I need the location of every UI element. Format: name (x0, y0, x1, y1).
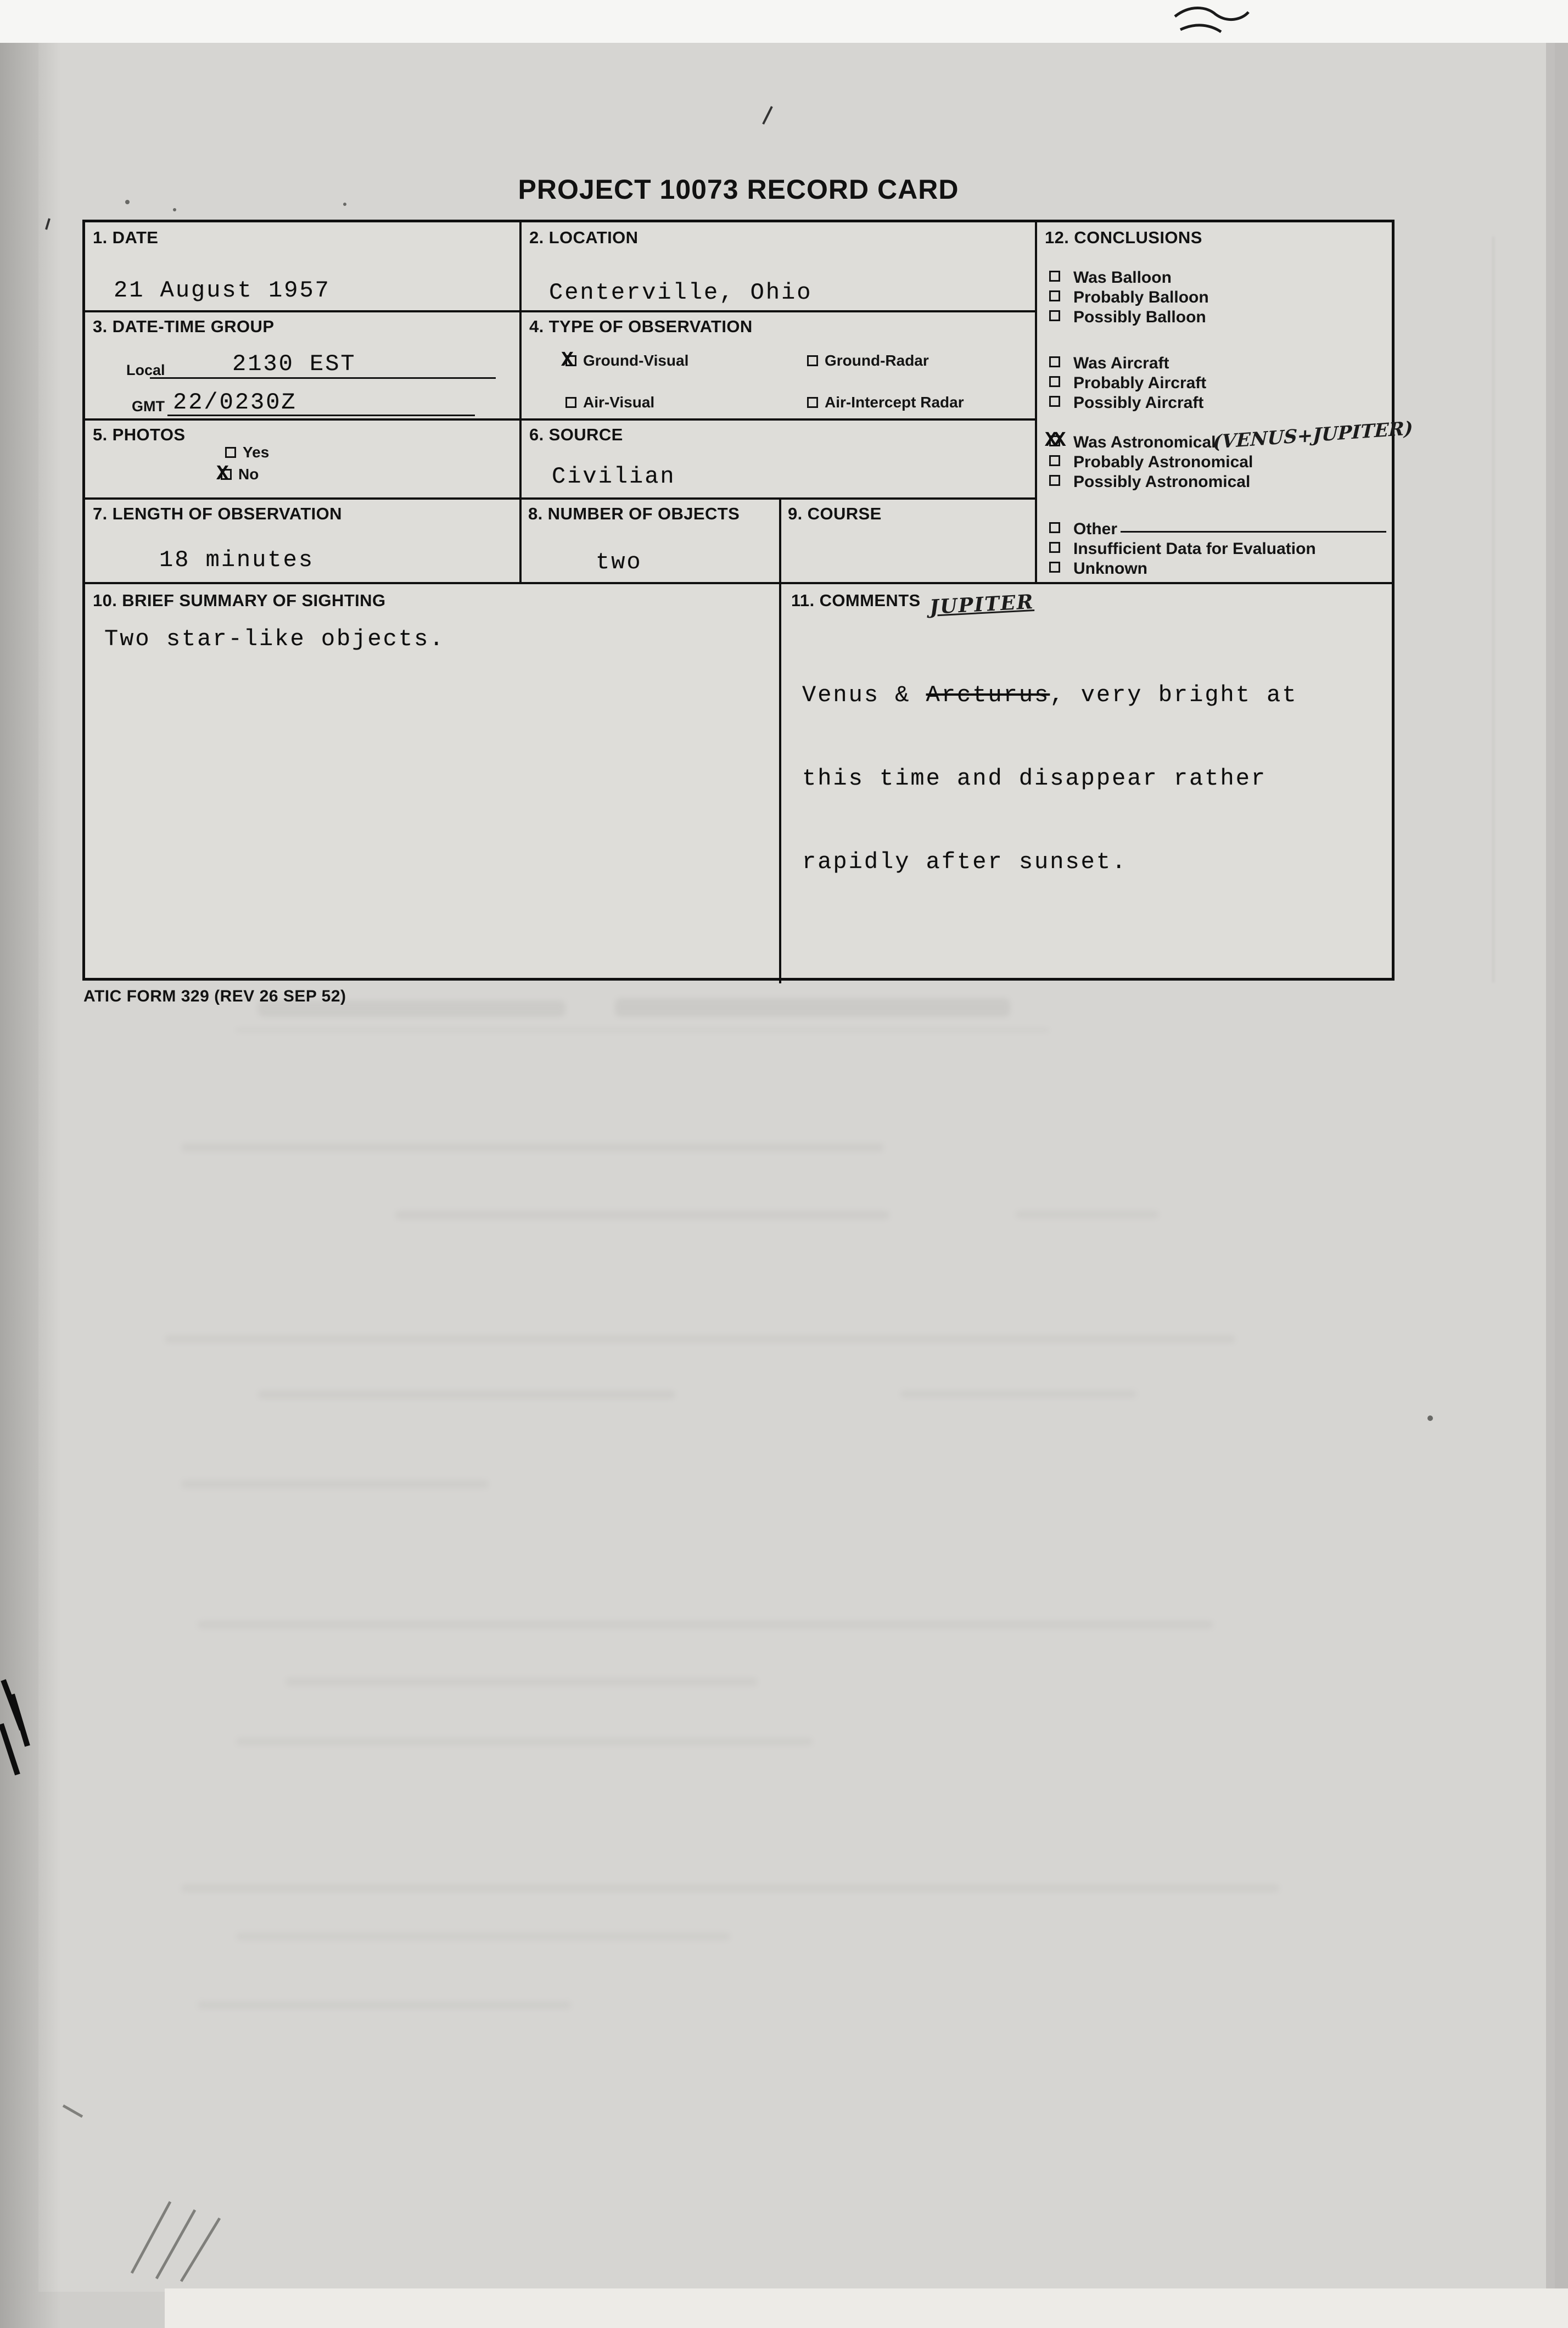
conclusion-was-astronomical: XX Was Astronomical (VENUS+JUPITER) (1045, 417, 1414, 454)
conclusion-probably-balloon: Probably Balloon (1049, 288, 1387, 308)
option-air-visual (565, 394, 654, 411)
option-ground-radar (807, 352, 929, 370)
conclusion-probably-aircraft: Probably Aircraft (1049, 374, 1387, 394)
checkbox-was-balloon-icon (1049, 271, 1060, 282)
scan-edge-right (1546, 0, 1568, 2328)
conclusion-probably-astronomical: Probably Astronomical (1049, 453, 1387, 473)
checkbox-ground-radar-icon (807, 355, 818, 366)
gmt-value: 22/0230Z (173, 389, 297, 416)
comments-line-2: this time and disappear rather (802, 765, 1267, 792)
scan-edge-left (0, 0, 60, 2328)
checkbox-possibly-astronomical-icon (1049, 475, 1060, 486)
checkbox-probably-aircraft-icon (1049, 376, 1060, 387)
local-label: Local (126, 362, 165, 378)
comments-text (802, 627, 1298, 930)
handwritten-venus-jupiter-annotation: (VENUS+JUPITER) (1212, 417, 1414, 454)
checkbox-photos-yes-icon (225, 447, 236, 458)
course-label: 9. COURSE (788, 504, 882, 523)
scanner-band-bottom (165, 2288, 1568, 2328)
field-conclusions (1037, 222, 1414, 582)
field-date (85, 222, 519, 310)
brief-summary-label: 10. BRIEF SUMMARY OF SIGHTING (93, 591, 386, 610)
checkbox-other-icon (1049, 522, 1060, 533)
date-label: 1. DATE (93, 228, 159, 247)
checkbox-insufficient-data-icon (1049, 542, 1060, 553)
comments-line-1: Venus & Arcturus, very bright at (802, 682, 1298, 708)
checkbox-was-aircraft-icon (1049, 356, 1060, 367)
field-type-of-observation (522, 312, 1035, 418)
number-of-objects-label: 8. NUMBER OF OBJECTS (528, 504, 740, 523)
conclusion-possibly-astronomical: Possibly Astronomical (1049, 473, 1387, 493)
location-value: Centerville, Ohio (549, 279, 813, 306)
option-label: Air-Visual (583, 394, 655, 411)
option-label: No (238, 466, 259, 483)
source-label: 6. SOURCE (529, 425, 623, 444)
length-of-observation-value: 18 minutes (159, 547, 315, 573)
option-label: Ground-Visual (583, 352, 689, 369)
option-air-intercept-radar (807, 394, 964, 411)
type-of-observation-label: 4. TYPE OF OBSERVATION (529, 317, 753, 336)
checkbox-probably-balloon-icon (1049, 290, 1060, 301)
field-brief-summary (85, 584, 779, 983)
field-comments (781, 584, 1392, 983)
option-label: Air-Intercept Radar (825, 394, 964, 411)
checkbox-ground-visual-icon (561, 349, 576, 372)
location-label: 2. LOCATION (529, 228, 639, 247)
form-number-footer: ATIC FORM 329 (REV 26 SEP 52) (83, 987, 346, 1005)
option-photos-yes (225, 444, 269, 461)
checkbox-possibly-balloon-icon (1049, 310, 1060, 321)
conclusion-was-aircraft: Was Aircraft (1049, 354, 1387, 374)
field-number-of-objects (522, 500, 779, 582)
checkbox-possibly-aircraft-icon (1049, 396, 1060, 407)
conclusions-list (1045, 268, 1414, 579)
length-of-observation-label: 7. LENGTH OF OBSERVATION (93, 504, 342, 523)
date-value: 21 August 1957 (114, 277, 331, 304)
record-card (82, 220, 1414, 981)
option-label: Yes (243, 444, 270, 461)
checkbox-unknown-icon (1049, 562, 1060, 573)
scanner-band-top (0, 0, 1568, 43)
conclusions-label: 12. CONCLUSIONS (1045, 228, 1202, 247)
field-length-of-observation (85, 500, 519, 582)
other-blank-line (1121, 520, 1386, 533)
struck-word: Arcturus (926, 682, 1050, 708)
field-source (522, 421, 1035, 497)
number-of-objects-value: two (596, 549, 642, 575)
conclusion-insufficient-data: Insufficient Data for Evaluation (1049, 540, 1387, 559)
checkbox-photos-no-icon: X (221, 469, 232, 480)
conclusion-other: Other (1049, 520, 1387, 540)
checkbox-air-intercept-radar-icon (807, 397, 818, 408)
local-value: 2130 EST (232, 351, 356, 377)
comments-label: 11. COMMENTS (791, 591, 921, 610)
handwritten-jupiter-annotation: JUPITER (929, 590, 1035, 619)
field-course (781, 500, 1035, 582)
check-x-mark: X (561, 349, 570, 372)
gmt-label: GMT (132, 398, 165, 415)
conclusion-possibly-balloon: Possibly Balloon (1049, 308, 1387, 328)
brief-summary-value: Two star-like objects. (104, 626, 445, 652)
checkbox-air-visual-icon (565, 397, 576, 408)
conclusion-unknown: Unknown (1049, 559, 1387, 579)
page-title: PROJECT 10073 RECORD CARD (518, 174, 959, 205)
conclusion-was-balloon: Was Balloon (1049, 268, 1387, 288)
date-time-group-label: 3. DATE-TIME GROUP (93, 317, 275, 336)
option-label: Ground-Radar (825, 352, 929, 369)
field-photos (85, 421, 519, 497)
field-date-time-group (85, 312, 519, 418)
field-location (522, 222, 1035, 310)
option-photos-no (216, 462, 259, 486)
source-value: Civilian (552, 463, 676, 490)
local-underline (150, 377, 496, 379)
photos-label: 5. PHOTOS (93, 425, 186, 444)
checkbox-was-astronomical-icon: XX (1045, 429, 1062, 452)
checkbox-probably-astronomical-icon (1049, 455, 1060, 466)
option-ground-visual (561, 349, 689, 372)
conclusion-possibly-aircraft: Possibly Aircraft (1049, 394, 1387, 413)
comments-line-3: rapidly after sunset. (802, 849, 1128, 875)
